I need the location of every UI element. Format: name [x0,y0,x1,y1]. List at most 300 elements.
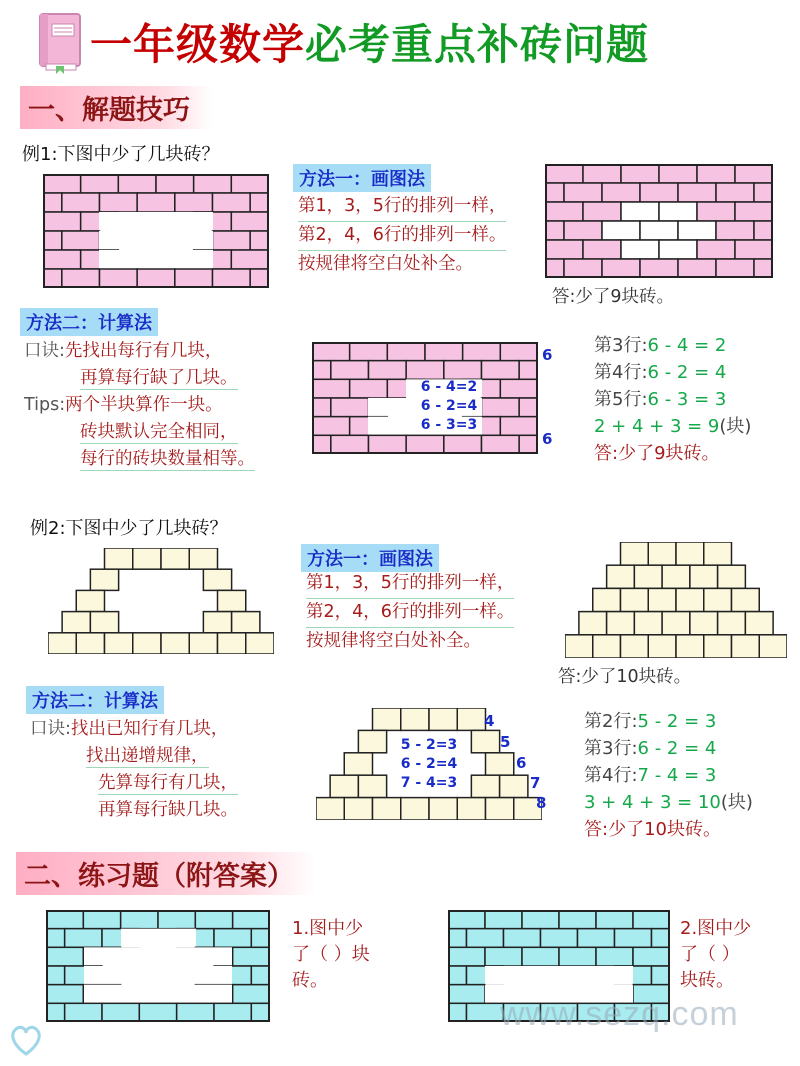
calc-answer [584,816,753,843]
brick [429,798,457,820]
brick [312,398,331,417]
method-line [298,193,506,222]
sum-expr: 3 + 4 + 3 = 10 [584,792,721,813]
brick [448,947,485,966]
brick [251,966,270,985]
brick [233,910,270,929]
brick [593,588,621,611]
brick [65,929,102,948]
brick [648,635,676,658]
brick [754,221,773,240]
book-icon [36,12,84,74]
brick [158,910,195,929]
brick [504,929,541,948]
brick [105,633,133,654]
answer-text: 答:少了10块砖。 [584,819,721,840]
brick [471,730,499,752]
brick [541,929,578,948]
inner-label: 5 - 2=3 [400,737,458,753]
brick [457,708,485,730]
brick [406,435,444,454]
brick [482,435,520,454]
rhyme-line [24,365,255,392]
title-part1: 一年级数学 [90,20,306,69]
section2-heading: 二、练习题（附答案） [16,852,316,895]
brick [633,947,670,966]
calc-expr: 6 - 3 = 3 [647,389,727,410]
example1-question: 例1:下图中少了几块砖？ [22,144,220,165]
brick [81,174,119,193]
inner-label: 6 - 3=3 [420,417,478,433]
method-line [298,251,506,278]
brick [602,259,640,278]
brick [500,342,538,361]
brick [233,985,270,1004]
brick [448,985,485,1004]
brick [177,1003,214,1022]
brick [596,947,633,966]
inner-label: 6 - 2=4 [420,398,478,414]
brick [634,565,662,588]
rhyme-text: 先找出每行有几块， [64,341,223,361]
brick [485,947,522,966]
brick [102,1003,139,1022]
brick [578,929,615,948]
example2-complete-wall [565,542,787,658]
brick [697,240,735,259]
practice-question-2 [680,916,780,994]
brick [564,221,602,240]
example1-inner-labels [404,378,494,435]
brick [90,569,118,590]
brick [640,221,678,240]
brick [559,910,596,929]
brick [704,635,732,658]
brick [161,548,189,569]
calc-row: 第3行: [594,335,648,356]
brick [46,910,83,929]
brick [250,193,269,212]
example1-method1-answer [552,284,674,311]
question-line: 砖。 [292,970,328,991]
inner-label: 6 - 4=2 [420,379,478,395]
brick [62,612,90,633]
brick [358,775,386,797]
brick [676,588,704,611]
brick [545,183,564,202]
brick [500,379,538,398]
brick [754,259,773,278]
answer-text: 答:少了9块砖。 [552,287,675,307]
brick [690,612,718,635]
tips-text: 两个半块算作一块。 [65,395,223,415]
brick [203,612,231,633]
brick [233,947,270,966]
brick [602,221,640,240]
question-line: 了（ ） [680,944,740,965]
method-line [306,599,514,628]
answer-text: 答:少了10块砖。 [558,667,692,687]
example1-wall [43,174,269,288]
brick [429,708,457,730]
rhyme-line [30,716,238,743]
brick [444,361,482,380]
brick [704,588,732,611]
brick [312,361,331,380]
brick [482,361,520,380]
side-label: 6 [542,430,553,448]
brick [250,269,269,288]
brick [218,633,246,654]
brick [46,985,83,1004]
brick [133,548,161,569]
brick [331,398,369,417]
calc-line [594,332,751,359]
brick [62,269,100,288]
brick [46,947,83,966]
brick [46,929,65,948]
brick [545,221,564,240]
example2-inner-labels [384,736,474,793]
brick [246,633,274,654]
brick [401,798,429,820]
brick [90,612,118,633]
brick [76,590,104,611]
calc-sum [594,413,751,440]
example2-method2-text [30,716,238,824]
calc-row: 第2行: [584,711,638,732]
brick [583,202,621,221]
brick [648,542,676,565]
practice1-wall [46,910,270,1022]
calc-line [594,359,751,386]
brick [43,174,81,193]
brick [448,1003,467,1022]
brick [486,753,514,775]
brick [718,612,746,635]
brick [373,708,401,730]
method-line-text: 第1，3，5行的排列一样， [298,196,507,216]
calc-answer [594,440,751,467]
brick [500,775,528,797]
brick [189,633,217,654]
method-line-text: 第2，4，6行的排列一样。 [306,602,515,622]
brick [467,1003,504,1022]
brick [312,417,350,436]
brick [46,966,65,985]
brick [195,910,232,929]
brick [448,966,467,985]
brick [659,164,697,183]
brick [634,612,662,635]
brick [231,212,269,231]
brick [137,193,175,212]
brick [194,174,232,193]
section1-heading: 一、解题技巧 [20,86,212,129]
brick [213,231,251,250]
example1-method1-heading: 方法一：画图法 [293,164,431,192]
calc-sum [584,789,753,816]
example1-method1-text [298,193,506,278]
brick [316,798,344,820]
brick [545,164,583,183]
brick [312,435,331,454]
brick [471,775,499,797]
brick [213,269,251,288]
rhyme-label: 口诀: [30,719,71,739]
brick [218,590,246,611]
brick [65,1003,102,1022]
tips-label: Tips: [24,395,66,415]
brick [662,565,690,588]
brick [633,910,670,929]
calc-line [584,708,753,735]
rhyme-text: 再算每行缺几块。 [98,800,238,820]
brick [621,164,659,183]
calc-expr: 7 - 4 = 3 [637,765,717,786]
brick [43,193,62,212]
calc-row: 第4行: [594,362,648,383]
brick [231,250,269,269]
brick [331,435,369,454]
side-label: 6 [542,346,553,364]
rhyme-line [30,797,238,824]
brick [62,193,100,212]
brick [175,269,213,288]
brick [759,635,787,658]
brick [369,435,407,454]
brick [621,588,649,611]
brick [583,240,621,259]
tips-text: 每行的砖块数量相等。 [80,449,255,469]
brick [519,361,538,380]
example2-question: 例2:下图中少了几块砖？ [30,518,228,539]
brick [519,398,538,417]
brick [648,588,676,611]
rhyme-text: 先算每行有几块， [98,773,238,793]
brick [545,259,564,278]
method-line [306,570,514,599]
brick [564,183,602,202]
brick [350,379,388,398]
brick [203,569,231,590]
rhyme-label: 口诀: [24,341,65,361]
brick [545,202,583,221]
side-label: 5 [500,733,511,751]
brick [369,361,407,380]
answer-text: 答:少了9块砖。 [594,443,720,464]
brick [716,183,754,202]
brick [519,435,538,454]
brick [662,612,690,635]
brick [232,612,260,633]
tips-line [24,419,255,446]
rhyme-line [30,743,238,770]
example1-calc [594,332,751,467]
heart-icon [6,1020,46,1060]
brick [735,240,773,259]
rhyme-line [30,770,238,797]
brick [387,342,425,361]
sum-unit: (块) [719,416,752,437]
side-label: 6 [516,754,527,772]
brick [406,361,444,380]
brick [621,635,649,658]
brick [100,193,138,212]
tips-line [24,446,255,473]
brick [593,635,621,658]
brick [640,259,678,278]
title-part2: 必考重点补砖问题 [305,20,650,69]
brick [754,183,773,202]
brick [83,910,120,929]
brick [444,435,482,454]
brick [621,542,649,565]
question-line: 块砖。 [680,970,734,991]
brick [615,929,652,948]
brick [500,417,538,436]
brick [105,548,133,569]
brick [175,193,213,212]
brick [545,240,583,259]
brick [735,202,773,221]
brick [697,164,735,183]
brick [214,929,251,948]
example1-method2-text [24,338,255,473]
calc-row: 第4行: [584,765,638,786]
side-label: 7 [530,774,541,792]
brick [718,565,746,588]
calc-line [584,762,753,789]
calc-row: 第5行: [594,389,648,410]
rhyme-line [24,338,255,365]
brick [118,174,156,193]
brick [522,947,559,966]
brick [579,612,607,635]
brick [659,202,697,221]
rhyme-text: 找出已知行有几块， [70,719,229,739]
brick [640,183,678,202]
example2-wall [48,548,274,654]
side-label: 4 [484,712,495,730]
brick [213,193,251,212]
brick [137,269,175,288]
brick [652,929,671,948]
brick [732,588,760,611]
brick [621,240,659,259]
calc-expr: 5 - 2 = 3 [637,711,717,732]
brick [716,221,754,240]
tips-text: 砖块默认完全相同， [80,422,238,442]
brick [621,202,659,221]
brick [62,231,100,250]
brick [121,910,158,929]
brick [133,633,161,654]
brick [312,342,350,361]
brick [607,565,635,588]
brick [251,1003,270,1022]
brick [457,798,485,820]
inner-label: 6 - 2=4 [400,756,458,772]
brick [401,708,429,730]
brick [344,753,372,775]
brick [486,798,514,820]
brick [735,164,773,183]
brick [676,542,704,565]
brick [43,212,81,231]
page-title [90,12,649,72]
brick [565,635,593,658]
brick [250,231,269,250]
sum-unit: (块) [720,792,753,813]
brick [467,929,504,948]
brick [46,1003,65,1022]
brick [189,548,217,569]
brick [161,633,189,654]
example2-method2-heading: 方法二：计算法 [26,686,164,714]
brick [690,565,718,588]
calc-line [594,386,751,413]
question-line: 了（ ）块 [292,944,370,965]
example2-method1-heading: 方法一：画图法 [301,544,439,572]
brick [704,542,732,565]
question-line: 2.图中少 [680,918,752,939]
calc-expr: 6 - 2 = 4 [647,362,727,383]
brick [448,929,467,948]
example2-method1-answer [558,664,691,691]
brick [251,929,270,948]
brick [139,1003,176,1022]
brick [43,250,81,269]
brick [425,342,463,361]
tips-line [24,392,255,419]
brick [583,164,621,183]
brick [652,966,671,985]
calc-row: 第3行: [584,738,638,759]
brick [463,342,501,361]
brick [358,730,386,752]
example2-calc [584,708,753,843]
brick [43,269,62,288]
brick [607,612,635,635]
brick [697,202,735,221]
calc-line [584,735,753,762]
brick [485,910,522,929]
inner-label: 7 - 4=3 [400,775,458,791]
brick [76,633,104,654]
brick [678,221,716,240]
calc-expr: 6 - 4 = 2 [647,335,727,356]
brick [214,1003,251,1022]
rhyme-text: 再算每行缺了几块。 [80,368,238,388]
brick [596,910,633,929]
method-line-text: 第2，4，6行的排列一样。 [298,225,507,245]
method-line [306,628,514,655]
brick [350,342,388,361]
brick [659,240,697,259]
brick [522,910,559,929]
brick [330,775,358,797]
example1-method2-heading: 方法二：计算法 [20,308,158,336]
method-line-text: 按规律将空白处补全。 [306,631,481,651]
method-line-text: 第1，3，5行的排列一样， [306,573,515,593]
brick [448,910,485,929]
brick [745,612,773,635]
brick [559,947,596,966]
brick [373,798,401,820]
brick [312,379,350,398]
method-line [298,222,506,251]
